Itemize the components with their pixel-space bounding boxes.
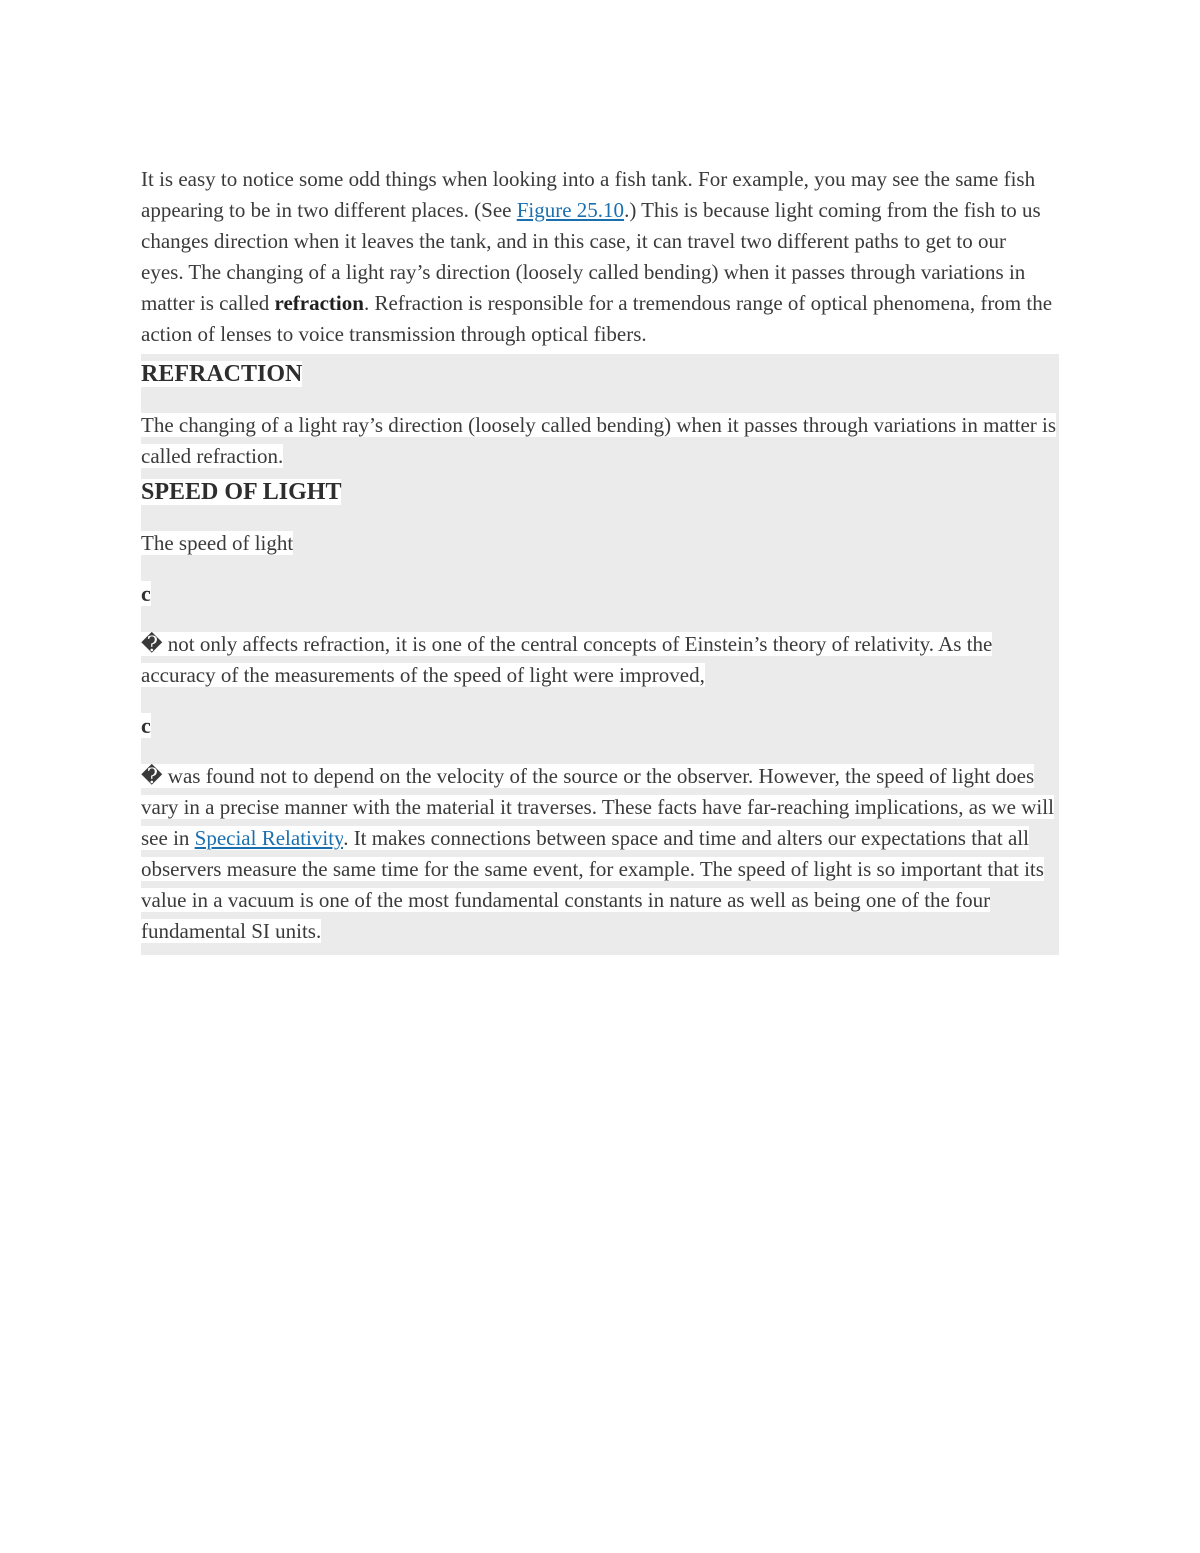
- special-relativity-link[interactable]: Special Relativity: [194, 826, 344, 850]
- intro-text-2: .) This is because light coming from the fish to us changes direction when it leaves the tank, and in this case, it can travel two different paths to get to our eyes. The changing of a light ray’s direction (loosely called bending) when it passes through variations in matter is called: [141, 198, 1041, 315]
- figure-25-10-link[interactable]: Figure 25.10: [516, 198, 625, 222]
- speed-of-light-symbol-2: c: [141, 713, 151, 738]
- speed-of-light-intro: The speed of light: [141, 531, 294, 555]
- refraction-term: refraction: [274, 291, 364, 315]
- speed-of-light-paragraph-2: � was found not to depend on the velocity of the source or the observer. However, the speed of light does vary in a precise manner with the material it traverses. These facts have far-reaching implications, as we will see in Special Relativity. It makes connections between space and time and alters our expectations that all observers measure the same time for the same event, for example. The speed of light is so important that its value in a vacuum is one of the most fundamental constants in nature as well as being one of the four fundamental SI units.: [141, 764, 1054, 943]
- intro-text-1: It is easy to notice some odd things when looking into a fish tank. For example, you may see the same fish appearing to be in two different places. (See: [141, 167, 1036, 222]
- refraction-heading: REFRACTION: [141, 361, 303, 387]
- intro-text-3: . Refraction is responsible for a tremendous range of optical phenomena, from the action of lenses to voice transmission through optical fibers.: [141, 291, 1053, 346]
- document-page: [141, 164, 1059, 955]
- refraction-definition: The changing of a light ray’s direction (loosely called bending) when it passes through variations in matter is called refraction.: [141, 413, 1057, 468]
- speed-of-light-heading: SPEED OF LIGHT: [141, 479, 342, 505]
- speed-of-light-symbol-1: c: [141, 581, 151, 606]
- glossary-box: [141, 354, 1059, 955]
- intro-paragraph: [141, 164, 1053, 350]
- speed-of-light-paragraph-1: � not only affects refraction, it is one of the central concepts of Einstein’s theory of relativity. As the accuracy of the measurements of the speed of light were improved,: [141, 632, 993, 687]
